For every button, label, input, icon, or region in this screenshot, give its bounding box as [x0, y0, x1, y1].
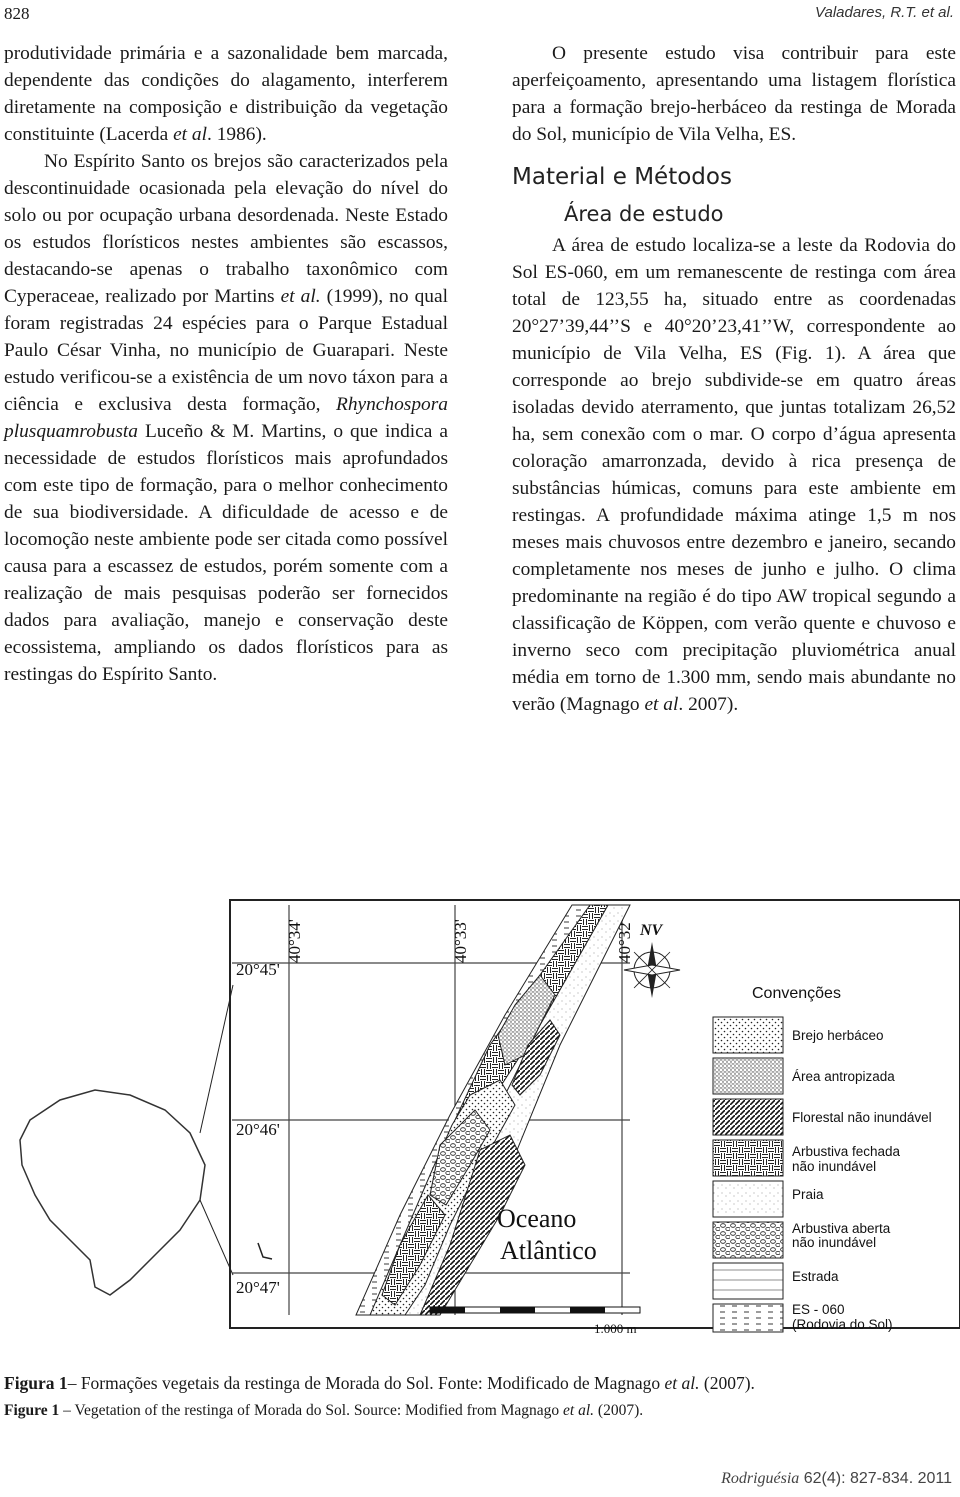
ocean-label: Oceano	[497, 1204, 577, 1233]
text: . 1986).	[207, 124, 267, 145]
legend-label: Estrada	[792, 1269, 839, 1284]
legend-label: Praia	[792, 1187, 824, 1202]
journal-issue: 62(4): 827-834. 2011	[799, 1470, 952, 1487]
caption-text: (2007).	[699, 1373, 755, 1393]
paragraph: O presente estudo visa contribuir para este aperfeiçoamento, apresentando uma listagem florística para a formação brejo-herbáceo da restinga de Morada do Sol, município de Vila Velha, ES.	[512, 43, 956, 145]
italic-text: et al.	[280, 286, 321, 307]
figure-caption-pt	[4, 1373, 954, 1394]
scale-label: 1.000 m	[594, 1321, 637, 1336]
brazil-inset-outline	[20, 1090, 205, 1295]
text: (1999), no qual foram registradas 24 espécies para o Parque Estadual Paulo César Vinha, no município de Guarapari. Neste estudo verificou-se a existência de um novo táxon para a ciência e exclusiva desta formação,	[4, 286, 448, 415]
legend-label: não inundável	[792, 1235, 877, 1250]
zoom-connector-line	[200, 1200, 233, 1275]
section-title: Material e Métodos	[512, 164, 732, 190]
left-column	[4, 40, 448, 688]
legend-label: ES - 060	[792, 1302, 845, 1317]
italic-text: et al	[173, 124, 207, 145]
caption-text: – Formações vegetais da restinga de Morada do Sol. Fonte: Modificado de Magnago	[67, 1373, 665, 1393]
legend-label: Área antropizada	[792, 1069, 895, 1084]
legend-label: Arbustiva aberta	[792, 1221, 891, 1236]
legend-swatch-praia	[713, 1181, 783, 1217]
journal-footer	[721, 1470, 952, 1488]
text: . 2007).	[678, 694, 739, 715]
legend-label: Florestal não inundável	[792, 1110, 932, 1125]
caption-label: Figure 1	[4, 1402, 60, 1419]
caption-text: – Vegetation of the restinga of Morada do Sol. Source: Modified from Magnago	[59, 1402, 564, 1419]
figure-caption-en	[4, 1402, 954, 1420]
legend-swatch-arbustiva-aberta	[713, 1222, 783, 1258]
subsection-title: Área de estudo	[564, 202, 724, 226]
running-head: Valadares, R.T. et al.	[815, 4, 954, 21]
legend-title: Convenções	[752, 985, 841, 1002]
journal-name: Rodriguésia	[721, 1470, 800, 1487]
paragraph	[4, 40, 448, 148]
study-location-marker	[258, 1243, 272, 1259]
legend-label: não inundável	[792, 1159, 877, 1174]
latitude-label: 20°45'	[236, 960, 280, 979]
caption-text: (2007).	[594, 1402, 644, 1419]
ocean-label: Atlântico	[500, 1236, 597, 1265]
right-column	[512, 40, 956, 718]
text: produtividade primária e a sazonalidade bem marcada, dependente das condições do alagamento, interferem diretamente na composição e distribuição da vegetação constituinte (Lacerda	[4, 43, 448, 145]
scale-bar	[430, 1307, 640, 1313]
text: A área de estudo localiza-se a leste da Rodovia do Sol ES-060, em um remanescente de restinga com área total de 123,55 ha, situado entre as coordenadas 20°27’39,44’’S e 40°20’23,41’’W, correspondente ao município de Vila Velha, ES (Fig. 1). A área que corresponde ao brejo subdivide-se em quatro áreas isoladas devido aterramento, que juntas totalizam 26,52 ha, sem conexão com o mar. O corpo d’água apresenta coloração amarronzada, devido à rica presença de substâncias húmicas, comuns para este ambiente em restingas. A profundidade máxima atinge 1,5 m nos meses mais chuvosos entre dezembro e janeiro, secando completamente nos meses de junho e julho. O clima predominante na região é do tipo AW tropical segundo a classificação de Köppen, com verão quente e chuvoso e inverno seco com precipitação pluviométrica anual média em torno de 1.300 mm, sendo mais abundante no verão (Magnago	[512, 235, 956, 715]
longitude-label: 40°34'	[285, 919, 304, 963]
study-area-map-figure	[0, 895, 960, 1345]
legend-label: Arbustiva fechada	[792, 1144, 901, 1159]
legend-label: Brejo herbáceo	[792, 1028, 884, 1043]
paragraph	[4, 148, 448, 688]
text: No Espírito Santo os brejos são caracterizados pela descontinuidade ocasionada pela elevação do nível do solo ou por ocupação urbana desordenada. Neste Estado os estudos florísticos nestes ambientes são escassos, destacando-se apenas o trabalho taxonômico com Cyperaceae, realizado por Martins	[4, 151, 448, 307]
italic-text: et al	[644, 694, 679, 715]
latitude-label: 20°46'	[236, 1120, 280, 1139]
legend	[713, 1017, 932, 1332]
legend-swatch-arbustiva-fechada	[713, 1140, 783, 1176]
zoom-connector-line	[200, 985, 233, 1133]
legend-swatch-estrada	[713, 1263, 783, 1299]
legend-swatch-florestal	[713, 1099, 783, 1135]
species-name: Rhynchospora plusquamrobusta	[4, 394, 448, 442]
legend-label: (Rodovia do Sol)	[792, 1317, 893, 1332]
caption-italic: et al.	[664, 1373, 700, 1393]
caption-label: Figura 1	[4, 1373, 68, 1393]
text: Luceño & M. Martins, o que indica a necessidade de estudos florísticos mais aprofundados com este tipo de formação, para o melhor conhecimento de sua biodiversidade. A dificuldade de acesso e de locomoção neste ambiente pode ser citada como possível causa para a escassez de estudos, porém somente com a realização de mais pesquisas poderão ser fornecidos dados para avaliação, manejo e conservação deste ecossistema, ampliando os dados florísticos para as restingas do Espírito Santo.	[4, 421, 448, 685]
page-number: 828	[4, 4, 30, 23]
legend-swatch-antropizada	[713, 1058, 783, 1094]
longitude-label: 40°32'	[615, 919, 634, 963]
paragraph	[512, 232, 956, 718]
legend-swatch-es060	[713, 1304, 783, 1332]
latitude-label: 20°47'	[236, 1278, 280, 1297]
legend-swatch-brejo	[713, 1017, 783, 1053]
caption-italic: et al.	[563, 1402, 595, 1419]
longitude-label: 40°33'	[451, 919, 470, 963]
north-label: NV	[640, 922, 663, 939]
